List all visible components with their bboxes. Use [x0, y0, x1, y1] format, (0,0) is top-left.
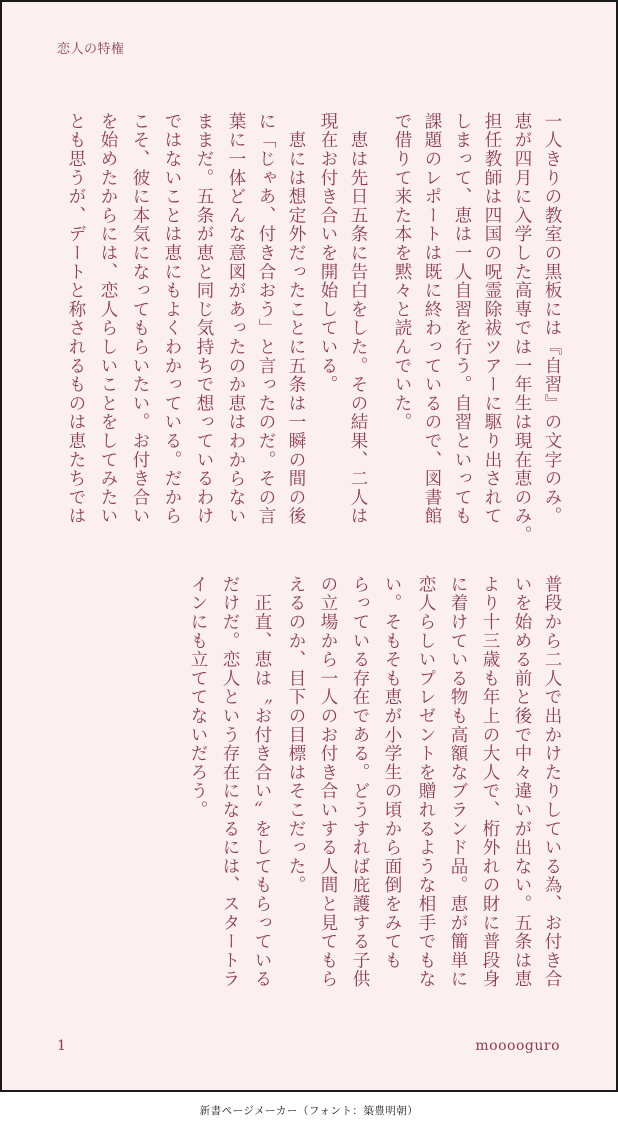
text-column: こそ、彼に本気になってもらいたい。お付き合い	[130, 112, 150, 526]
text-column: だけだ。恋人という存在になるには、スタートラ	[220, 575, 240, 989]
text-column: 一人きりの教室の黒板には『自習』の文字のみ。	[542, 112, 562, 526]
text-column: 恵は先日五条に告白をした。その結果、二人は	[348, 112, 368, 526]
text-column: 普段から二人で出かけたりしている為、お付き合	[542, 575, 562, 989]
text-column: しまって、恵は一人自習を行う。自習といっても	[452, 112, 472, 526]
text-column: 正直、恵は〝お付き合い〟をしてもらっている	[252, 575, 272, 989]
text-column: ではないことは恵にもよくわかっている。だから	[162, 112, 182, 526]
text-column: インにも立ててないだろう。	[188, 575, 208, 820]
text-column: い。そもそも恵が小学生の頃から面倒をみても	[382, 575, 402, 970]
text-column: 担任教師は四国の呪霊除祓ツアーに駆り出されて	[482, 112, 502, 526]
author-name: mooooguro	[475, 1038, 560, 1054]
text-column: に着けている物も高額なブランド品。恵が簡単に	[448, 575, 468, 989]
text-column: 課題のレポートは既に終わっているので、図書館	[422, 112, 442, 526]
text-column: で借りて来た本を黙々と読んでいた。	[392, 112, 412, 432]
text-column: ままだ。五条が恵と同じ気持ちで想っているわけ	[194, 112, 214, 526]
text-column: 現在お付き合いを開始している。	[318, 112, 338, 394]
text-column: 恵が四月に入学した高専では一年生は現在恵のみ。	[512, 112, 532, 545]
text-column: らっている存在である。どうすれば庇護する子供	[350, 575, 370, 989]
text-column: 葉に一体どんな意図があったのか恵はわからない	[226, 112, 246, 526]
text-column: より十三歳も年上の大人で、桁外れの財に普段身	[480, 575, 500, 989]
page-title: 恋人の特権	[57, 42, 125, 57]
text-column: 恋人らしいプレゼントを贈れるような相手でもな	[416, 575, 436, 989]
page-number: 1	[57, 1038, 66, 1054]
text-column: 恵には想定外だったことに五条は一瞬の間の後	[286, 112, 306, 526]
text-column: の立場から一人のお付き合いする人間と見てもら	[318, 575, 338, 989]
text-column: とも思うが、デートと称されるものは恵たちでは	[66, 112, 86, 526]
text-column: を始めたからには、恋人らしいことをしてみたい	[98, 112, 118, 526]
text-column: えるのか、目下の目標はそこだった。	[286, 575, 306, 895]
generator-credit: 新書ページメーカー（フォント：築豊明朝）	[199, 1105, 419, 1117]
text-column: に「じゃあ、付き合おう」と言ったのだ。その言	[256, 112, 276, 526]
text-column: いを始める前と後で中々違いが出ない。五条は恵	[512, 575, 532, 989]
